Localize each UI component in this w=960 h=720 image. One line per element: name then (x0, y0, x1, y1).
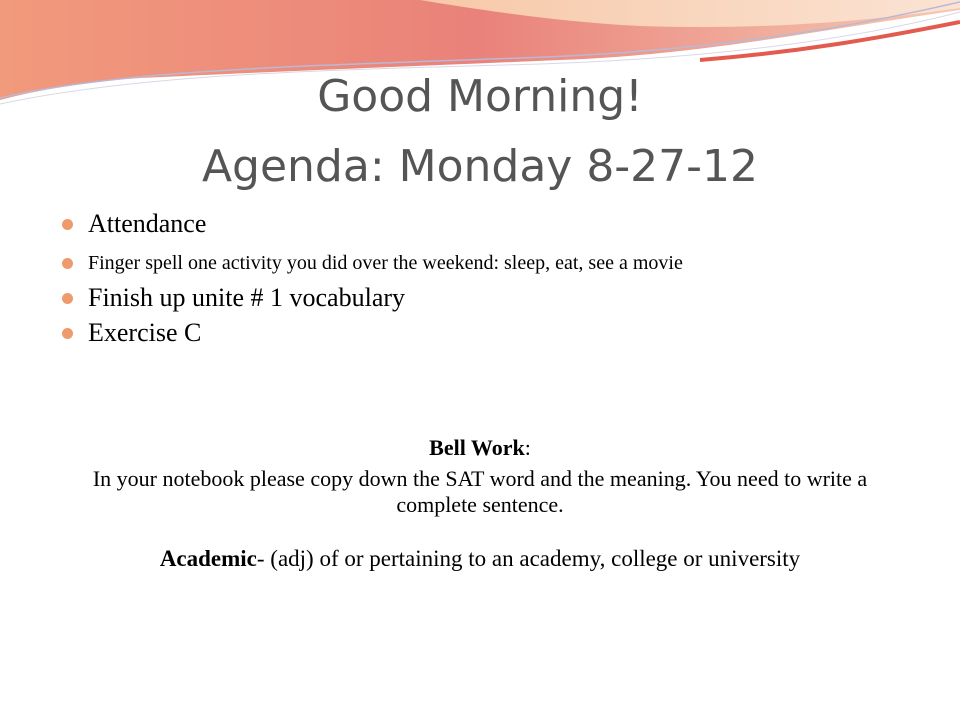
agenda-item-exercise: Exercise C (62, 317, 912, 349)
sat-word-entry (90, 546, 870, 572)
bell-work-heading (90, 435, 870, 461)
sat-word: Academic (159, 546, 257, 571)
sat-word-definition: - (adj) of or pertaining to an academy, college or university (256, 546, 801, 571)
bell-work-colon: : (524, 435, 531, 460)
agenda-item-vocabulary: Finish up unite # 1 vocabulary (62, 282, 912, 314)
bell-work-label: Bell Work (429, 435, 525, 460)
slide-title (60, 62, 900, 202)
agenda-item-finger-spell: Finger spell one activity you did over the weekend: sleep, eat, see a movie (62, 250, 912, 276)
title-agenda-date: Agenda: Monday 8-27-12 (201, 141, 759, 192)
bell-work-section (90, 435, 870, 572)
agenda-list (62, 205, 912, 349)
agenda-item-attendance: Attendance (62, 208, 912, 240)
title-greeting: Good Morning! (317, 71, 643, 122)
bell-work-instructions: In your notebook please copy down the SAT word and the meaning. You need to write a complete sentence. (92, 466, 868, 517)
